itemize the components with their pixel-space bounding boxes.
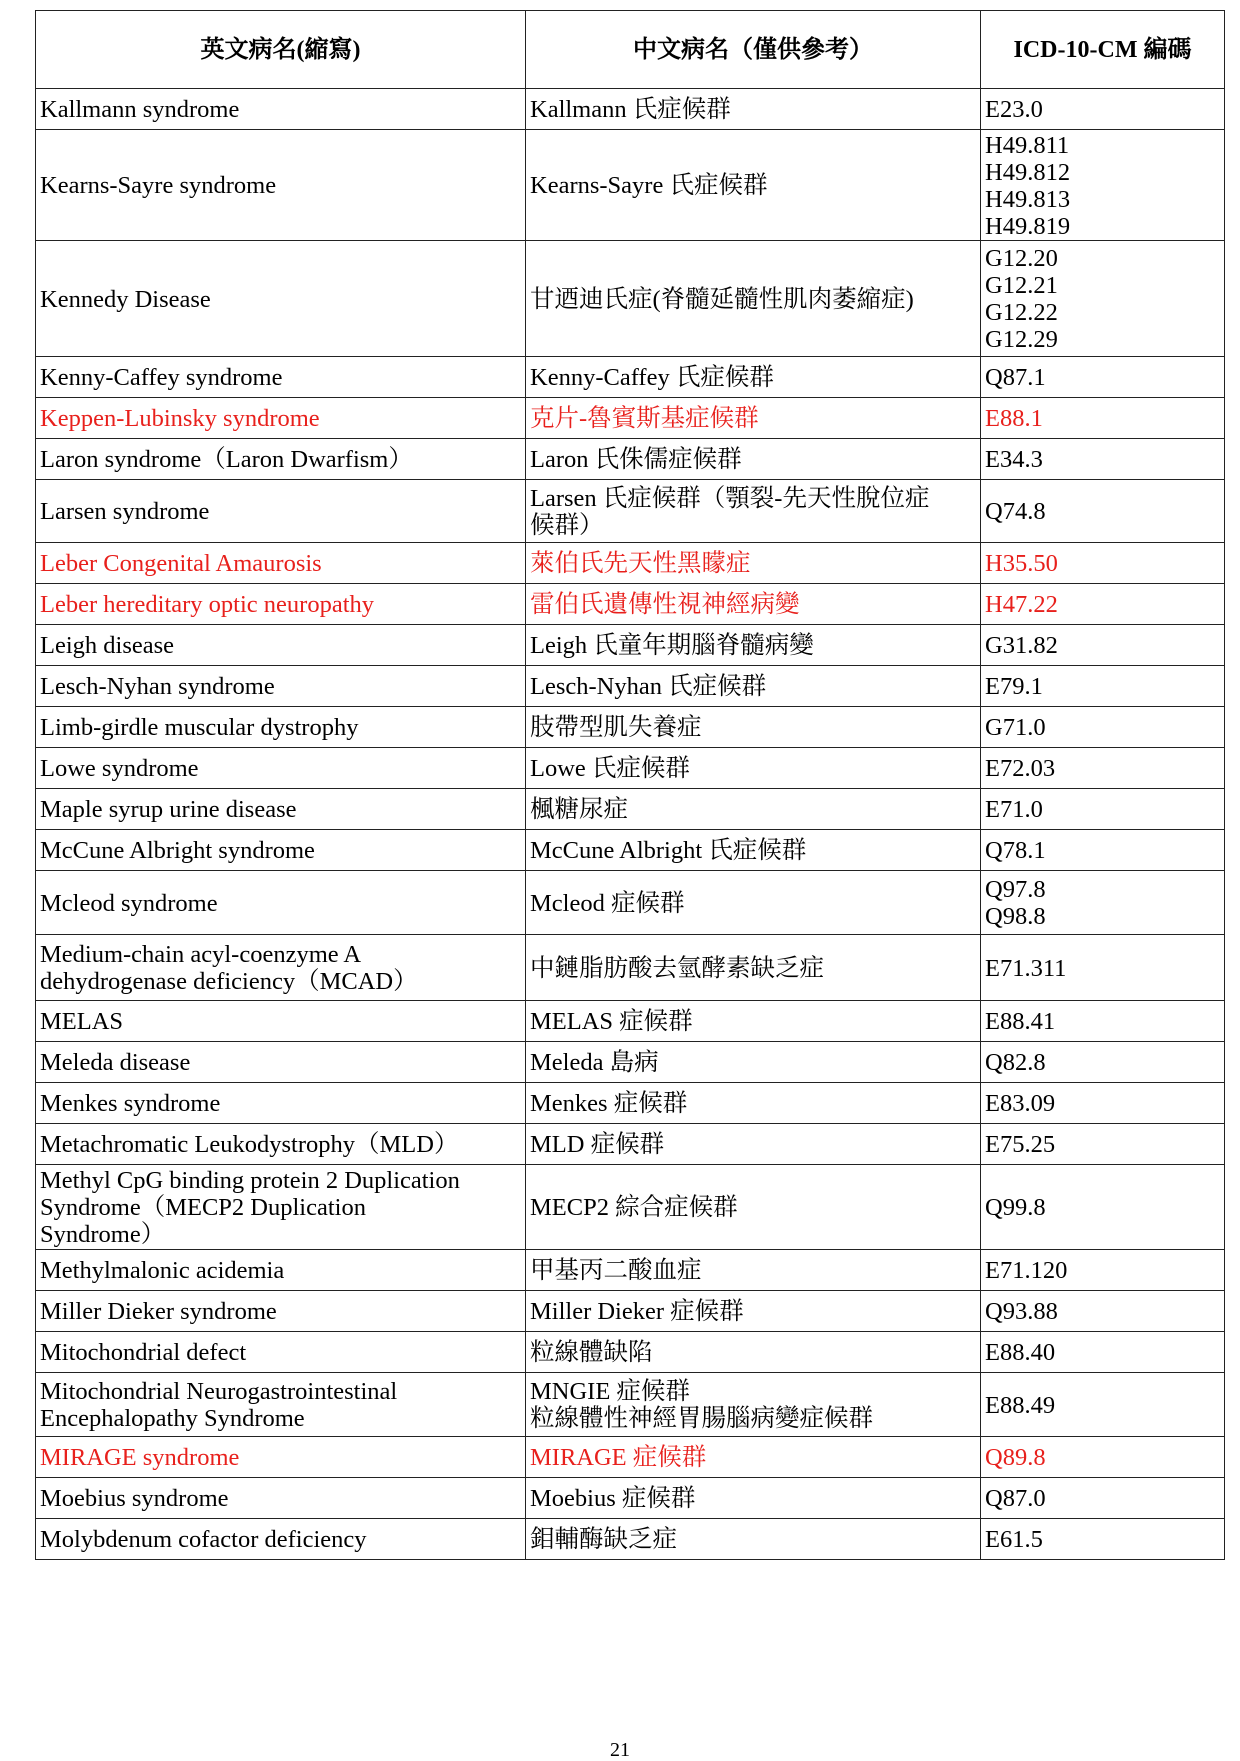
chinese-name-line: MNGIE 症候群	[530, 1378, 690, 1405]
chinese-name-cell	[526, 241, 981, 357]
chinese-name-line: Meleda 島病	[530, 1049, 659, 1076]
chinese-name-line: 粒線體性神經胃腸腦病變症候群	[530, 1405, 873, 1432]
chinese-name-cell	[526, 625, 981, 666]
icd-code-line: E83.09	[985, 1090, 1056, 1117]
english-name-cell	[36, 666, 526, 707]
table-row	[36, 1332, 1225, 1373]
english-name-line: Methyl CpG binding protein 2 Duplication	[40, 1167, 460, 1194]
english-name-line: Lowe syndrome	[40, 755, 199, 782]
chinese-name-cell	[526, 871, 981, 935]
chinese-name-line: MECP2 綜合症候群	[530, 1194, 738, 1221]
chinese-name-cell	[526, 1250, 981, 1291]
chinese-name-line: Larsen 氏症候群（顎裂-先天性脫位症	[530, 484, 930, 512]
english-name-line: Kenny-Caffey syndrome	[40, 364, 283, 391]
english-name-line: Molybdenum cofactor deficiency	[40, 1526, 367, 1553]
chinese-name-line: 楓糖尿症	[530, 796, 628, 823]
chinese-name-cell	[526, 1478, 981, 1519]
table-row	[36, 871, 1225, 935]
english-name-line: Larsen syndrome	[40, 498, 210, 525]
icd-code-line: H35.50	[985, 550, 1058, 577]
chinese-name-cell	[526, 1519, 981, 1560]
english-name-line: Menkes syndrome	[40, 1090, 221, 1117]
header-icd-code: ICD-10-CM 編碼	[981, 11, 1225, 89]
english-name-line: MELAS	[40, 1008, 124, 1035]
icd-code-line: E71.0	[985, 796, 1043, 823]
english-name-line: Mcleod syndrome	[40, 889, 218, 917]
table-row	[36, 1042, 1225, 1083]
english-name-cell	[36, 543, 526, 584]
chinese-name-line: 肢帶型肌失養症	[530, 714, 702, 741]
icd-code-line: Q74.8	[985, 498, 1046, 525]
chinese-name-cell	[526, 89, 981, 130]
icd-code-cell	[981, 584, 1225, 625]
page-number: 21	[610, 1739, 630, 1761]
chinese-name-cell	[526, 357, 981, 398]
icd-code-line: G12.20	[985, 245, 1058, 272]
chinese-name-line: MELAS 症候群	[530, 1008, 693, 1035]
table-row	[36, 1291, 1225, 1332]
icd-code-line: E88.49	[985, 1391, 1056, 1419]
english-name-cell	[36, 935, 526, 1001]
english-name-line: Mitochondrial defect	[40, 1339, 247, 1366]
icd-code-cell	[981, 707, 1225, 748]
icd-code-cell	[981, 1124, 1225, 1165]
chinese-name-line: 鉬輔酶缺乏症	[530, 1526, 677, 1553]
chinese-name-line: 萊伯氏先天性黑矇症	[530, 550, 751, 577]
icd-code-line: E71.120	[985, 1257, 1068, 1284]
table-row	[36, 789, 1225, 830]
english-name-line: Laron syndrome（Laron Dwarfism）	[40, 446, 413, 473]
chinese-name-line: 粒線體缺陷	[530, 1339, 653, 1366]
english-name-cell	[36, 398, 526, 439]
english-name-cell	[36, 707, 526, 748]
icd-code-line: Q99.8	[985, 1194, 1046, 1221]
table-row	[36, 935, 1225, 1001]
icd-code-cell	[981, 1083, 1225, 1124]
english-name-line: Medium-chain acyl-coenzyme A	[40, 941, 362, 968]
table-row	[36, 480, 1225, 543]
chinese-name-line: Leigh 氏童年期腦脊髓病變	[530, 632, 814, 659]
english-name-line: Kallmann syndrome	[40, 96, 240, 123]
english-name-cell	[36, 625, 526, 666]
icd-code-line: E61.5	[985, 1526, 1043, 1553]
chinese-name-cell	[526, 1373, 981, 1437]
chinese-name-cell	[526, 1083, 981, 1124]
english-name-cell	[36, 830, 526, 871]
table-row	[36, 89, 1225, 130]
english-name-line: Encephalopathy Syndrome	[40, 1405, 305, 1432]
english-name-line: Syndrome（MECP2 Duplication	[40, 1194, 366, 1221]
icd-code-cell	[981, 439, 1225, 480]
english-name-line: Lesch-Nyhan syndrome	[40, 673, 275, 700]
chinese-name-line: Lesch-Nyhan 氏症候群	[530, 673, 767, 700]
chinese-name-line: 雷伯氏遺傳性視神經病變	[530, 591, 800, 618]
icd-code-line: Q78.1	[985, 837, 1046, 864]
chinese-name-cell	[526, 1437, 981, 1478]
chinese-name-cell	[526, 543, 981, 584]
chinese-name-cell	[526, 130, 981, 241]
english-name-line: Syndrome）	[40, 1221, 166, 1248]
chinese-name-line: Kearns-Sayre 氏症候群	[530, 172, 768, 199]
icd-code-line: E71.311	[985, 954, 1067, 982]
icd-code-line: G12.22	[985, 299, 1058, 326]
english-name-line: MIRAGE syndrome	[40, 1444, 240, 1471]
english-name-cell	[36, 1001, 526, 1042]
table-row	[36, 1001, 1225, 1042]
table-row	[36, 357, 1225, 398]
table-row	[36, 625, 1225, 666]
chinese-name-line: Lowe 氏症候群	[530, 755, 690, 782]
disease-code-table	[35, 10, 1225, 1560]
chinese-name-cell	[526, 398, 981, 439]
english-name-cell	[36, 748, 526, 789]
header-row	[36, 11, 1225, 89]
chinese-name-cell	[526, 748, 981, 789]
table-row	[36, 1519, 1225, 1560]
icd-code-cell	[981, 748, 1225, 789]
chinese-name-cell	[526, 1165, 981, 1250]
english-name-cell	[36, 1124, 526, 1165]
icd-code-cell	[981, 1250, 1225, 1291]
english-name-cell	[36, 789, 526, 830]
icd-code-cell	[981, 1332, 1225, 1373]
icd-code-line: H49.811	[985, 131, 1070, 159]
header-chinese-name: 中文病名（僅供參考）	[526, 11, 981, 89]
icd-code-line: Q89.8	[985, 1444, 1046, 1471]
chinese-name-line: McCune Albright 氏症候群	[530, 837, 807, 864]
table-row	[36, 707, 1225, 748]
table-row	[36, 748, 1225, 789]
icd-code-line: E34.3	[985, 446, 1043, 473]
english-name-cell	[36, 1165, 526, 1250]
english-name-cell	[36, 1332, 526, 1373]
table-row	[36, 1373, 1225, 1437]
english-name-cell	[36, 1437, 526, 1478]
icd-code-cell	[981, 789, 1225, 830]
icd-code-line: G12.21	[985, 272, 1058, 299]
header-english-name: 英文病名(縮寫)	[36, 11, 526, 89]
english-name-cell	[36, 1291, 526, 1332]
table-header	[36, 11, 1225, 89]
chinese-name-line: Kenny-Caffey 氏症候群	[530, 364, 774, 391]
chinese-name-cell	[526, 1042, 981, 1083]
chinese-name-cell	[526, 1001, 981, 1042]
icd-code-line: Q97.8	[985, 876, 1046, 903]
table-row	[36, 1124, 1225, 1165]
icd-code-cell	[981, 89, 1225, 130]
icd-code-line: H47.22	[985, 591, 1058, 618]
icd-code-line: Q98.8	[985, 903, 1046, 930]
english-name-line: Limb-girdle muscular dystrophy	[40, 714, 359, 741]
english-name-cell	[36, 1519, 526, 1560]
icd-code-cell	[981, 1478, 1225, 1519]
english-name-line: Keppen-Lubinsky syndrome	[40, 405, 320, 432]
chinese-name-line: Mcleod 症候群	[530, 889, 685, 917]
icd-code-line: G12.29	[985, 326, 1058, 353]
english-name-line: Moebius syndrome	[40, 1485, 229, 1512]
icd-code-cell	[981, 1165, 1225, 1250]
english-name-line: dehydrogenase deficiency（MCAD）	[40, 968, 418, 995]
icd-code-cell	[981, 666, 1225, 707]
icd-code-line: G31.82	[985, 632, 1058, 659]
english-name-cell	[36, 480, 526, 543]
icd-code-cell	[981, 871, 1225, 935]
english-name-line: Maple syrup urine disease	[40, 796, 297, 823]
chinese-name-line: 甘迺迪氏症(脊髓延髓性肌肉萎縮症)	[530, 285, 914, 313]
icd-code-line: Q87.0	[985, 1485, 1046, 1512]
chinese-name-line: Laron 氏侏儒症候群	[530, 446, 742, 473]
english-name-cell	[36, 1042, 526, 1083]
chinese-name-cell	[526, 666, 981, 707]
icd-code-cell	[981, 1042, 1225, 1083]
english-name-line: Kennedy Disease	[40, 285, 211, 313]
chinese-name-line: Miller Dieker 症候群	[530, 1298, 744, 1325]
chinese-name-cell	[526, 1124, 981, 1165]
chinese-name-line: Kallmann 氏症候群	[530, 96, 731, 123]
table-row	[36, 1165, 1225, 1250]
english-name-line: Leber Congenital Amaurosis	[40, 550, 322, 577]
icd-code-line: H49.819	[985, 212, 1071, 240]
icd-code-cell	[981, 1373, 1225, 1437]
table-row	[36, 130, 1225, 241]
chinese-name-cell	[526, 1332, 981, 1373]
icd-code-cell	[981, 830, 1225, 871]
english-name-cell	[36, 1478, 526, 1519]
icd-code-cell	[981, 1519, 1225, 1560]
english-name-line: Meleda disease	[40, 1049, 191, 1076]
icd-code-cell	[981, 1291, 1225, 1332]
icd-code-cell	[981, 1437, 1225, 1478]
table-row	[36, 830, 1225, 871]
icd-code-line: E88.40	[985, 1339, 1056, 1366]
chinese-name-line: 候群）	[530, 511, 604, 539]
chinese-name-cell	[526, 584, 981, 625]
table-row	[36, 439, 1225, 480]
icd-code-cell	[981, 543, 1225, 584]
icd-code-cell	[981, 241, 1225, 357]
english-name-cell	[36, 357, 526, 398]
english-name-line: McCune Albright syndrome	[40, 837, 315, 864]
chinese-name-cell	[526, 707, 981, 748]
icd-code-line: Q93.88	[985, 1298, 1058, 1325]
table-row	[36, 1083, 1225, 1124]
english-name-line: Kearns-Sayre syndrome	[40, 172, 277, 199]
icd-code-line: H49.813	[985, 185, 1071, 213]
english-name-cell	[36, 1250, 526, 1291]
icd-code-line: E88.41	[985, 1008, 1056, 1035]
english-name-line: Methylmalonic acidemia	[40, 1257, 285, 1284]
icd-code-cell	[981, 625, 1225, 666]
table-row	[36, 666, 1225, 707]
icd-code-cell	[981, 1001, 1225, 1042]
chinese-name-line: 中鏈脂肪酸去氫酵素缺乏症	[530, 954, 824, 982]
english-name-line: Leber hereditary optic neuropathy	[40, 591, 375, 618]
table-body	[36, 89, 1225, 1560]
table-row	[36, 543, 1225, 584]
table-row	[36, 241, 1225, 357]
english-name-cell	[36, 130, 526, 241]
table-row	[36, 1250, 1225, 1291]
chinese-name-line: 甲基丙二酸血症	[530, 1257, 702, 1284]
chinese-name-cell	[526, 439, 981, 480]
icd-code-cell	[981, 130, 1225, 241]
chinese-name-line: MIRAGE 症候群	[530, 1444, 707, 1471]
icd-code-cell	[981, 357, 1225, 398]
english-name-cell	[36, 241, 526, 357]
english-name-line: Mitochondrial Neurogastrointestinal	[40, 1378, 398, 1405]
chinese-name-line: 克片-魯賓斯基症候群	[530, 405, 759, 432]
icd-code-line: E75.25	[985, 1131, 1056, 1158]
english-name-cell	[36, 871, 526, 935]
icd-code-line: E72.03	[985, 755, 1056, 782]
icd-code-cell	[981, 398, 1225, 439]
chinese-name-cell	[526, 1291, 981, 1332]
icd-code-line: Q82.8	[985, 1049, 1046, 1076]
icd-code-line: E79.1	[985, 673, 1043, 700]
table-row	[36, 1478, 1225, 1519]
english-name-cell	[36, 1083, 526, 1124]
icd-code-cell	[981, 480, 1225, 543]
chinese-name-cell	[526, 935, 981, 1001]
chinese-name-cell	[526, 830, 981, 871]
english-name-line: Miller Dieker syndrome	[40, 1298, 277, 1325]
table-row	[36, 398, 1225, 439]
table-row	[36, 1437, 1225, 1478]
chinese-name-cell	[526, 480, 981, 543]
icd-code-line: G71.0	[985, 714, 1046, 741]
english-name-line: Metachromatic Leukodystrophy（MLD）	[40, 1131, 459, 1158]
english-name-cell	[36, 439, 526, 480]
icd-code-line: H49.812	[985, 158, 1071, 186]
english-name-cell	[36, 89, 526, 130]
icd-code-line: E23.0	[985, 96, 1043, 123]
icd-code-line: E88.1	[985, 405, 1043, 432]
english-name-line: Leigh disease	[40, 632, 175, 659]
chinese-name-cell	[526, 789, 981, 830]
chinese-name-line: MLD 症候群	[530, 1131, 665, 1158]
chinese-name-line: Menkes 症候群	[530, 1090, 688, 1117]
chinese-name-line: Moebius 症候群	[530, 1485, 696, 1512]
icd-code-cell	[981, 935, 1225, 1001]
english-name-cell	[36, 1373, 526, 1437]
icd-code-line: Q87.1	[985, 364, 1046, 391]
english-name-cell	[36, 584, 526, 625]
table-row	[36, 584, 1225, 625]
